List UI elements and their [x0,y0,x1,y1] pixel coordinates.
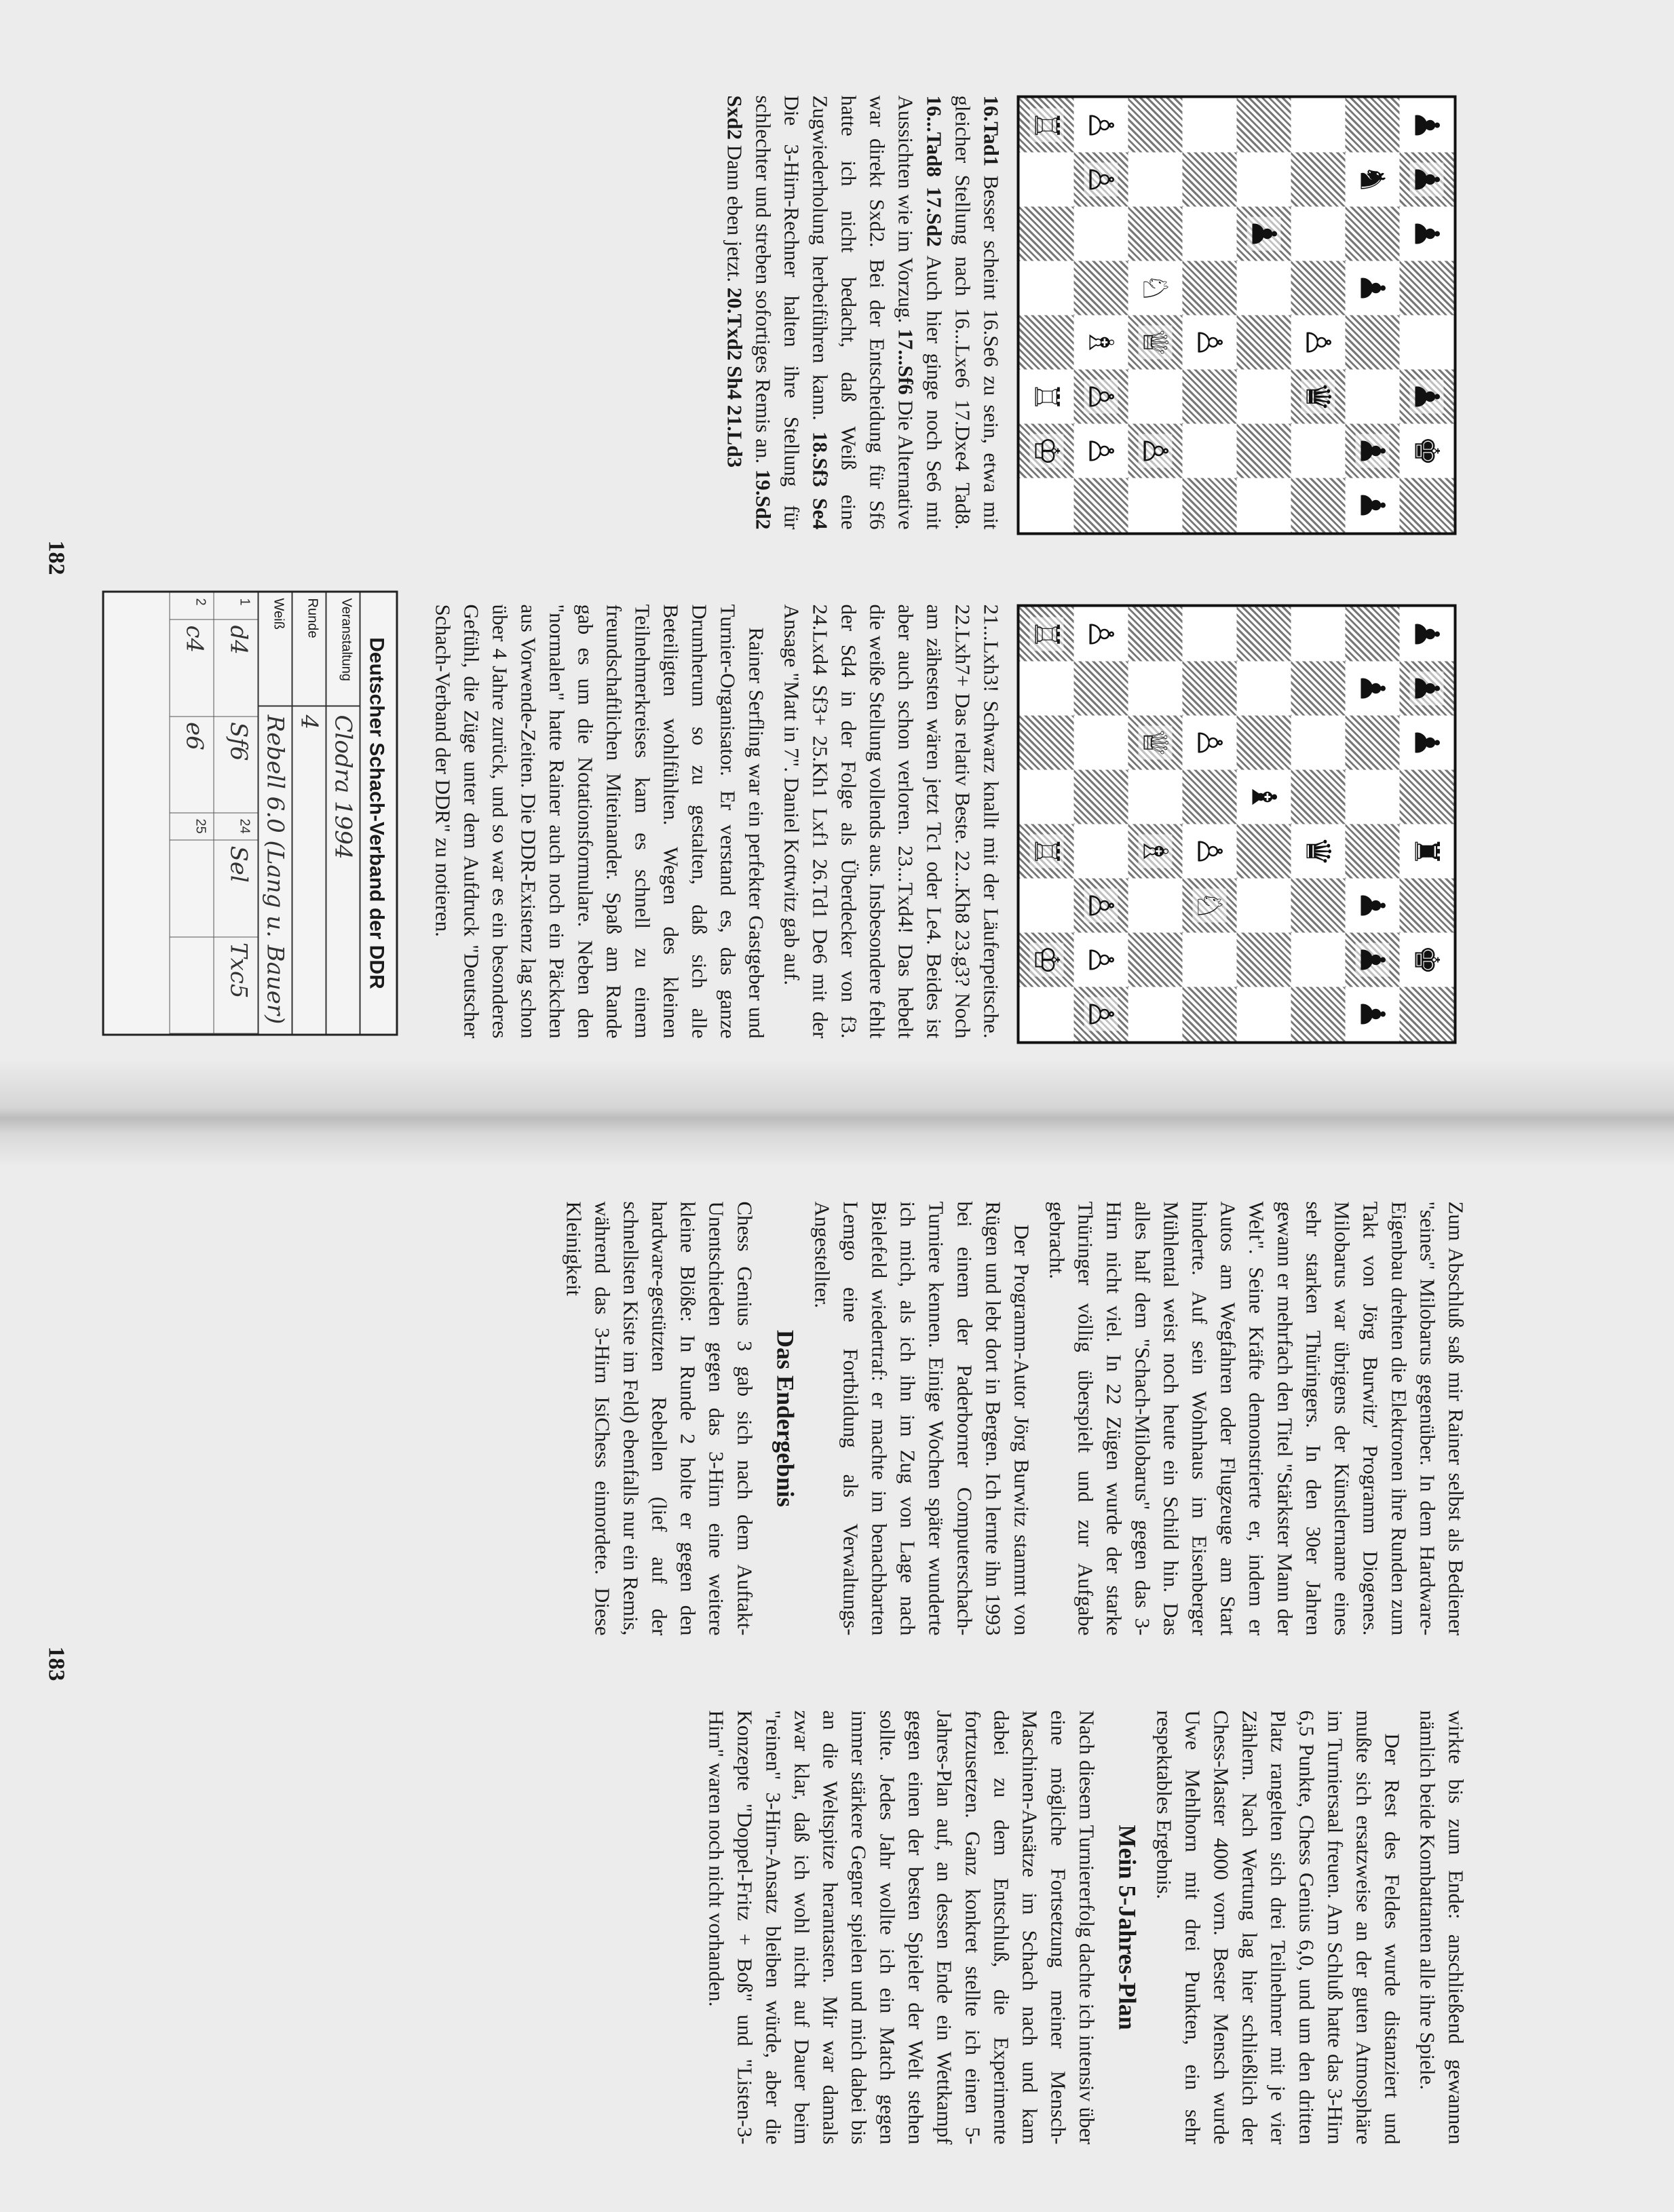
board-square [1400,261,1454,316]
board-square [1128,153,1183,207]
score-cell: c4 [170,620,214,717]
board-square [1128,98,1183,153]
board-square [1128,987,1183,1042]
chess-piece-icon: ♚ [1410,434,1444,468]
move-notation: 19.Sd2 Sxd2 [723,96,776,530]
board-square [1291,370,1346,424]
chess-piece-icon: ♟ [1356,671,1390,706]
board-square [1183,607,1237,662]
chess-piece-icon: ♙ [1084,108,1118,142]
board-square [1346,987,1400,1042]
board-square [1183,261,1237,316]
page-182-rotated-content [0,1,1674,1107]
board-square [1291,478,1346,533]
board-square [1183,879,1237,933]
board-square [1400,98,1454,153]
board-square [1128,316,1183,370]
board-square [1128,370,1183,424]
value-veranstaltung: Clodra 1994 [327,707,360,1034]
score-sheet-header: Deutscher Schach-Verband der DDR [361,593,396,1034]
paragraph-endergebnis: Chess Genius 3 gab sich nach dem Auftakt-Unentschieden gegen das 3-Hirn eine weitere kleine Blöße: In Runde 2 holte er gegen den hardware-gestützten Rebellen (lief auf der schnellsten Kiste im Feld) ebenfalls nur ein Remis, während das 3-Hirn IsiChess einnordete. Diese Kleinigkeit [560,1202,759,1636]
board-square [1291,207,1346,261]
chess-piece-icon: ♔ [1030,942,1064,977]
paragraph-rest-des-feldes: Der Rest des Feldes wurde distanziert und mußte sich ersatzweise an der guten Atmosphäre im Turniersaal freuen. Am Schluß hatte das 3-Hirn 6,5 Punkte, Chess Genius 6,0, und um den dritten Platz rangelten sich drei Teilnehmer mit je vier Zählern. Nach Wertung lag hier schließlich der Chess-Master 4000 vorn. Bester Mensch wurde Uwe Mehlhorn mit drei Punkten, ein sehr respektables Ergebnis. [1150,1711,1407,2145]
section-title-5-jahres-plan: Mein 5-Jahres-Plan [1114,1711,1142,2145]
board-square [1183,98,1237,153]
chess-piece-icon: ♟ [1356,942,1390,977]
board-square [1291,316,1346,370]
board-square [1020,933,1074,987]
board-square [1183,987,1237,1042]
board-square [1237,607,1291,662]
board-square [1020,424,1074,478]
board-square [1237,987,1291,1042]
chess-piece-icon: ♟ [1356,271,1390,305]
page-number: 182 [43,541,69,575]
chess-piece-icon: ♗ [1084,325,1118,360]
board-square [1237,879,1291,933]
board-square [1237,824,1291,879]
board-square [1183,824,1237,879]
commentary-text: Dann eben jetzt. [723,140,747,288]
board-square [1020,207,1074,261]
board-square [1237,98,1291,153]
board-square [1128,770,1183,824]
board-square [1183,207,1237,261]
board-square [1346,424,1400,478]
board-square [1183,933,1237,987]
board-square [1074,316,1128,370]
move-notation: 20.Txd2 Sh4 21.Ld3 [723,288,747,468]
commentary-text: Die 3-Hirn-Rechner halten ihre Stellung für schlechter und streben sofortiges Remis an. [752,96,804,530]
label-runde: Runde [293,593,326,707]
board-square [1074,824,1128,879]
board-square [1237,933,1291,987]
chess-piece-icon: ♖ [1030,834,1064,869]
board-square [1291,933,1346,987]
score-cell: 24 [214,814,258,841]
chess-piece-icon: ♝ [1247,780,1281,814]
board-square [1183,370,1237,424]
chess-piece-icon: ♟ [1356,488,1390,522]
board-square [1128,879,1183,933]
score-sheet-moves [170,593,259,1034]
chess-piece-icon: ♖ [1030,108,1064,142]
chess-piece-icon: ♙ [1193,325,1227,360]
board-square [1400,824,1454,879]
chess-piece-icon: ♘ [1139,271,1173,305]
chess-piece-icon: ♙ [1193,834,1227,869]
board-square [1346,370,1400,424]
score-cell: 1 [214,593,258,620]
board-square [1400,987,1454,1042]
board-square [1183,424,1237,478]
board-square [1237,153,1291,207]
board-square [1291,716,1346,770]
board-square [1291,98,1346,153]
chess-piece-icon: ♙ [1084,942,1118,977]
score-cell: Sf6 [214,717,258,814]
board-square [1346,316,1400,370]
board-square [1346,153,1400,207]
board-square [1400,933,1454,987]
board-square [1128,933,1183,987]
score-cell [170,937,214,1034]
chess-piece-icon: ♞ [1356,162,1390,197]
chess-piece-icon: ♙ [1193,725,1227,760]
chess-piece-icon: ♙ [1301,325,1335,360]
page-number: 183 [43,1647,69,1681]
board-square [1074,607,1128,662]
chess-piece-icon: ♟ [1247,216,1281,251]
board-square [1400,424,1454,478]
chess-diagram-1 [1017,96,1457,535]
text-column-left [553,1202,1470,1636]
chess-piece-icon: ♙ [1084,888,1118,923]
board-square [1400,879,1454,933]
board-square [1074,261,1128,316]
board-square [1346,98,1400,153]
board-square [1020,879,1074,933]
board-square [1128,424,1183,478]
board-square [1128,478,1183,533]
move-notation: 18.Sf3 Se4 [809,432,833,530]
chess-piece-icon: ♙ [1139,434,1173,468]
paragraph-continuation: wirkte bis zum Ende: anschließend gewannen nämlich beide Kombattanten alle ihre Spiele. [1413,1711,1470,2145]
paragraph-5-jahres-plan: Nach diesem Turniererfolg dachte ich intensiv über eine mögliche Fortsetzung meiner Mensch-Maschinen-Ansätze im Schach nach und kam dabei zu dem Entschluß, die Experimente fortzusetzen. Ganz konkret stellte ich einen 5-Jahres-Plan auf, an dessen Ende ein Wettkampf gegen einen der besten Spieler der Welt stehen sollte. Jedes Jahr wollte ich ein Match gegen immer stärkere Gegner spielen und mich dabei bis an die Weltspitze herantasten. Mir war damals zwar klar, daß ich wohl nicht auf Dauer beim "reinen" 3-Hirn-Ansatz bleiben würde, aber die Konzepte "Doppel-Fritz + Boß" und "Listen-3-Hirn" waren noch nicht vorhanden. [702,1711,1101,2145]
board-square [1183,478,1237,533]
board-square [1291,607,1346,662]
board-square [1291,987,1346,1042]
board-square [1237,207,1291,261]
chess-piece-icon: ♖ [1030,617,1064,651]
value-runde: 4 [293,707,326,1034]
board-square [1400,207,1454,261]
board-square [1237,662,1291,716]
board-square [1400,478,1454,533]
text-column-right [422,605,1006,1039]
board-square [1237,770,1291,824]
board-square [1291,770,1346,824]
chess-piece-icon: ♛ [1301,379,1335,414]
board-square [1237,316,1291,370]
board-square [1346,933,1400,987]
score-cell: 2 [170,593,214,620]
paragraph-burwitz: Der Programm-Autor Jörg Burwitz stammt von Rügen und lebt dort in Bergen. Ich lernte ihn 1993 bei einem der Paderborner Computerschach-Turniere kennen. Einige Wochen später wunderte ich mich, als ich ihn im Zug von Lage nach Bielefeld wiedertraf: er machte im benachbarten Lemgo eine Fortbildung als Verwaltungs-Angestellter. [808,1202,1036,1636]
chess-piece-icon: ♚ [1410,942,1444,977]
page-183 [0,1106,1674,2212]
board-square [1074,716,1128,770]
board-square [1400,716,1454,770]
board-square [1346,478,1400,533]
chess-piece-icon: ♟ [1356,888,1390,923]
chess-diagram-2 [1017,605,1457,1044]
board-square [1074,424,1128,478]
score-cell: Txc5 [214,937,258,1034]
board-square [1346,770,1400,824]
score-cell: e6 [170,717,214,814]
commentary-text: Die Alternative war direkt Sxd2. Bei der Entscheidung für Sf6 hatte ich nicht bedacht, daß Weiß eine Zugwiederholung herbeiführen kann. [809,96,918,530]
board-square [1346,879,1400,933]
commentary-text: Besser scheint 16.Se6 zu sein, etwa mit gleicher Stellung nach 16...Lxe6 17.Dxe4 Tad8. [951,96,1004,530]
chess-piece-icon: ♕ [1139,725,1173,760]
score-cell: d4 [214,620,258,717]
board-square [1346,207,1400,261]
board-square [1346,824,1400,879]
board-square [1020,153,1074,207]
board-square [1074,770,1128,824]
chess-piece-icon: ♟ [1410,379,1444,414]
chess-piece-icon: ♟ [1410,162,1444,197]
text-column-right [696,1711,1470,2145]
score-cell: 25 [170,814,214,841]
chess-piece-icon: ♟ [1410,671,1444,706]
board-square [1183,770,1237,824]
chess-piece-icon: ♙ [1084,997,1118,1031]
chess-piece-icon: ♘ [1193,888,1227,923]
chess-piece-icon: ♙ [1084,379,1118,414]
board-square [1291,424,1346,478]
board-square [1074,987,1128,1042]
board-square [1291,879,1346,933]
board-square [1020,716,1074,770]
chess-piece-icon: ♔ [1030,434,1064,468]
board-square [1128,261,1183,316]
board-square [1400,662,1454,716]
board-square [1346,662,1400,716]
board-square [1074,370,1128,424]
board-square [1237,261,1291,316]
chess-piece-icon: ♙ [1084,617,1118,651]
board-square [1346,716,1400,770]
chess-piece-icon: ♗ [1139,834,1173,869]
board-square [1183,662,1237,716]
move-notation: 17...Sf6 [894,328,918,394]
board-square [1074,153,1128,207]
board-square [1128,716,1183,770]
board-square [1020,662,1074,716]
board-square [1074,98,1128,153]
label-veranstaltung: Veranstaltung [327,593,360,707]
chess-piece-icon: ♟ [1410,108,1444,142]
text-column-left [721,96,1006,530]
board-square [1128,824,1183,879]
chess-piece-icon: ♟ [1410,617,1444,651]
board-square [1020,607,1074,662]
chess-piece-icon: ♕ [1139,325,1173,360]
chess-piece-icon: ♟ [1410,725,1444,760]
board-square [1291,261,1346,316]
chess-piece-icon: ♟ [1410,216,1444,251]
board-square [1237,370,1291,424]
board-square [1074,478,1128,533]
board-square [1400,770,1454,824]
board-square [1237,716,1291,770]
chess-piece-icon: ♙ [1084,434,1118,468]
move-notation: 16...Tad8 17.Sd2 [923,96,947,247]
label-weiss: Weiß [259,593,292,707]
board-square [1020,261,1074,316]
board-square [1074,879,1128,933]
board-square [1400,153,1454,207]
board-square [1183,316,1237,370]
board-square [1128,607,1183,662]
board-square [1074,933,1128,987]
score-cell [170,841,214,938]
paragraph-milobarus: Zum Abschluß saß mir Rainer selbst als Bediener "seines" Milobarus gegenüber. In dem Hardware-Eigenbau drehten die Elektronen ihre Runden zum Takt von Jörg Burwitz' Programm Diogenes. Milobarus war übrigens der Künstlername eines sehr starken Thüringers. In den 30er Jahren gewann er mehrfach den Titel "Stärkster Mann der Welt". Seine Kräfte demonstrierte er, indem er Autos am Wegfahren oder Flugzeuge am Start hinderte. Auf sein Wohnhaus im Eisenberger Mühlental weist noch heute ein Schild hin. Das alles half dem "Schach-Milobarus" gegen das 3-Hirn nicht viel. In 22 Zügen wurde der starke Thüringer völlig überspielt und zur Aufgabe gebracht. [1043,1202,1470,1636]
board-square [1291,153,1346,207]
board-square [1237,424,1291,478]
board-square [1346,261,1400,316]
board-square [1020,370,1074,424]
value-white-player: Rebell 6.0 (Lang u. Bauer) [259,707,292,1034]
score-sheet [102,591,398,1036]
board-square [1020,316,1074,370]
score-cell: Sel [214,841,258,938]
commentary-text: Auch hier ginge noch Se6 mit Aussichten wie im Vorzug. [894,96,947,530]
board-square [1183,153,1237,207]
chess-piece-icon: ♜ [1410,834,1444,869]
board-square [1128,207,1183,261]
board-square [1346,607,1400,662]
move-notation: 16.Tad1 [980,96,1004,167]
paragraph-game-end: 21...Lxh3! Schwarz knallt mit der Läuferpeitsche. 22.Lxh7+ Das relativ Beste. 22...Kh8 23.g3? Noch am zähesten wären jetzt Tc1 oder Le4. Beides ist aber auch schon verloren. 23...Txd4! Das hebelt die weiße Stellung vollends aus. Insbesondere fehlt der Sd4 in der Folge als Überdecker von f3. 24.Lxd4 Sf3+ 25.Kh1 Lxf1 26.Td1 De6 mit der Ansage "Matt in 7". Daniel Kottwitz gab auf. [778,605,1006,1039]
chess-piece-icon: ♙ [1084,162,1118,197]
board-square [1020,987,1074,1042]
chess-piece-icon: ♟ [1356,434,1390,468]
board-square [1128,662,1183,716]
board-square [1400,370,1454,424]
board-square [1291,662,1346,716]
board-square [1074,207,1128,261]
section-title-endergebnis: Das Endergebnis [772,1202,800,1636]
board-square [1183,716,1237,770]
board-square [1020,98,1074,153]
board-square [1400,316,1454,370]
chess-piece-icon: ♛ [1301,834,1335,869]
page-183-rotated-content [0,1107,1674,2212]
board-square [1400,607,1454,662]
board-square [1291,824,1346,879]
board-square [1020,478,1074,533]
board-square [1237,478,1291,533]
board-square [1074,662,1128,716]
paragraph-rainer: Rainer Serfling war ein perfekter Gastgeber und Turnier-Organisator. Er verstand es, das ganze Drumherum so zu gestalten, daß sich alle Beteiligten wohlfühlten. Wegen des kleinen Teilnehmerkreises kam es schnell zu einem freundschaftlichen Miteinander. Spaß am Rande gab es um die Notationsformulare. Neben den "normalen" hatte Rainer auch noch ein Päckchen aus Vorwende-Zeiten. Die DDR-Existenz lag schon über 4 Jahre zurück, und so war es ein besonderes Gefühl, die Züge unter dem Aufdruck "Deutscher Schach-Verband der DDR" zu notieren. [429,605,771,1039]
board-square [1020,824,1074,879]
board-square [1020,770,1074,824]
chess-piece-icon: ♖ [1030,379,1064,414]
chess-piece-icon: ♟ [1356,997,1390,1031]
